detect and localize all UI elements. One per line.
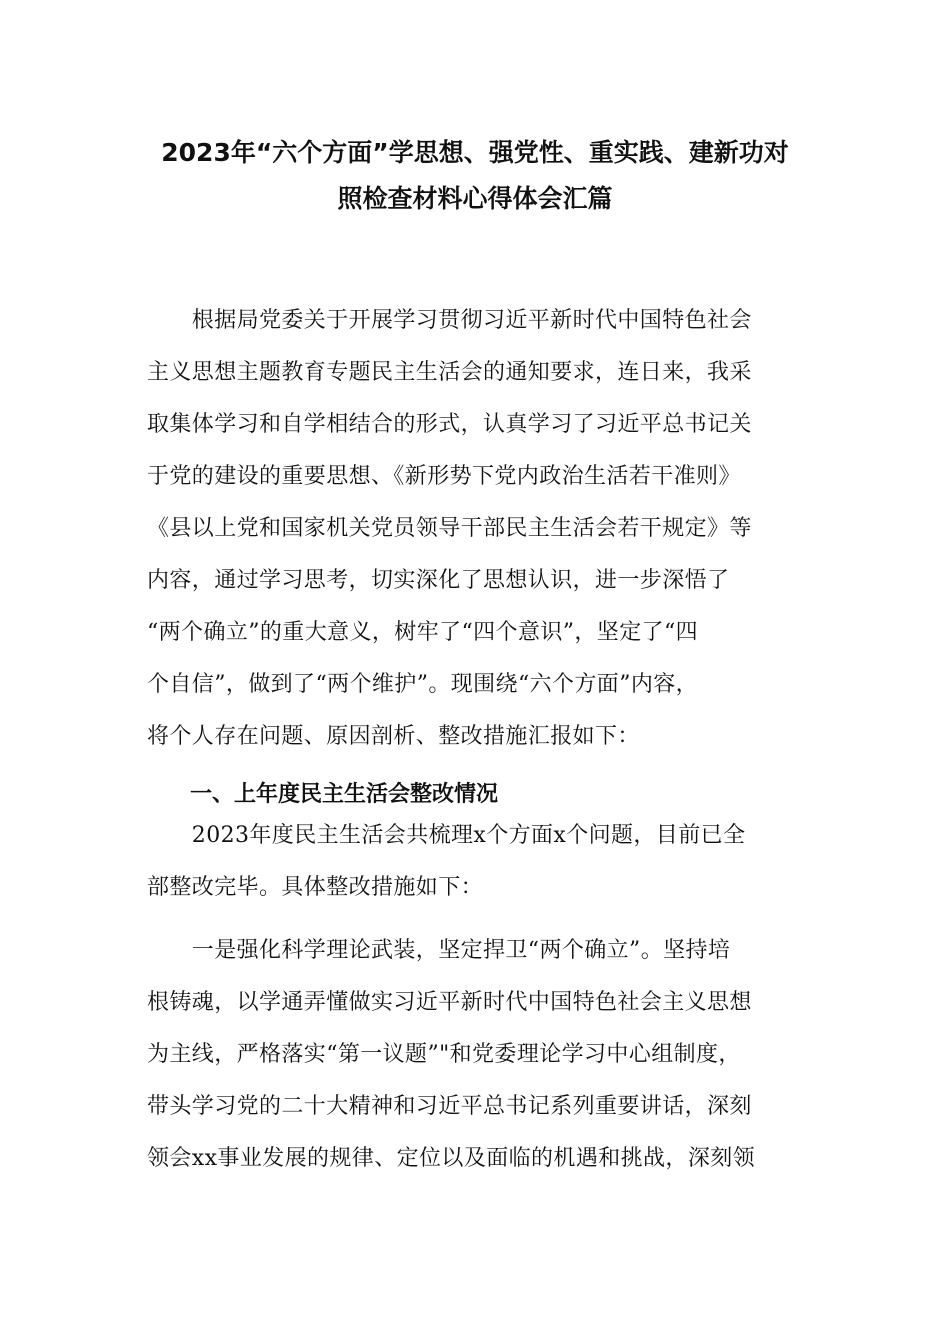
paragraph-line: 部整改完毕。具体整改措施如下： (147, 875, 484, 900)
paragraph-line: 于党的建设的重要思想、《新形势下党内政治生活若干准则》 (147, 464, 741, 489)
paragraph-line: 取集体学习和自学相结合的形式，认真学习了习近平总书记关 (147, 412, 752, 437)
paragraph-line: 个自信”，做到了“两个维护”。现围绕“六个方面”内容， (147, 672, 699, 697)
paragraph-summary (147, 810, 807, 914)
paragraph-measure-1 (147, 925, 807, 1185)
paragraph-line: “两个确立”的重大意义，树牢了“四个意识”，坚定了“四 (147, 620, 699, 645)
title-line-1: 2023年“六个方面”学思想、强党性、重实践、建新功对 (161, 138, 789, 167)
paragraph-line: 2023年度民主生活会共梳理x个方面x个问题，目前已全 (147, 823, 746, 848)
paragraph-line: 内容，通过学习思考，切实深化了思想认识，进一步深悟了 (147, 568, 730, 593)
paragraph-intro (147, 295, 807, 763)
section-heading-1: 一、上年度民主生活会整改情况 (190, 782, 499, 807)
title-line-2: 照检查材料心得体会汇篇 (337, 184, 613, 213)
paragraph-line: 《县以上党和国家机关党员领导干部民主生活会若干规定》等 (147, 516, 752, 541)
paragraph-line: 主义思想主题教育专题民主生活会的通知要求，连日来，我采 (147, 360, 752, 385)
paragraph-line: 将个人存在问题、原因剖析、整改措施汇报如下： (147, 724, 640, 749)
paragraph-line: 为主线，严格落实“第一议题”"和党委理论学习中心组制度， (147, 1042, 741, 1067)
paragraph-line: 带头学习党的二十大精神和习近平总书记系列重要讲话，深刻 (147, 1094, 752, 1119)
paragraph-line: 根据局党委关于开展学习贯彻习近平新时代中国特色社会 (147, 308, 752, 333)
document-title (120, 130, 830, 222)
paragraph-line: 领会xx事业发展的规律、定位以及面临的机遇和挑战，深刻领 (147, 1146, 756, 1171)
paragraph-line: 根铸魂，以学通弄懂做实习近平新时代中国特色社会主义思想 (147, 990, 752, 1015)
paragraph-line: 一是强化科学理论武装，坚定捍卫“两个确立”。坚持培 (147, 938, 731, 963)
